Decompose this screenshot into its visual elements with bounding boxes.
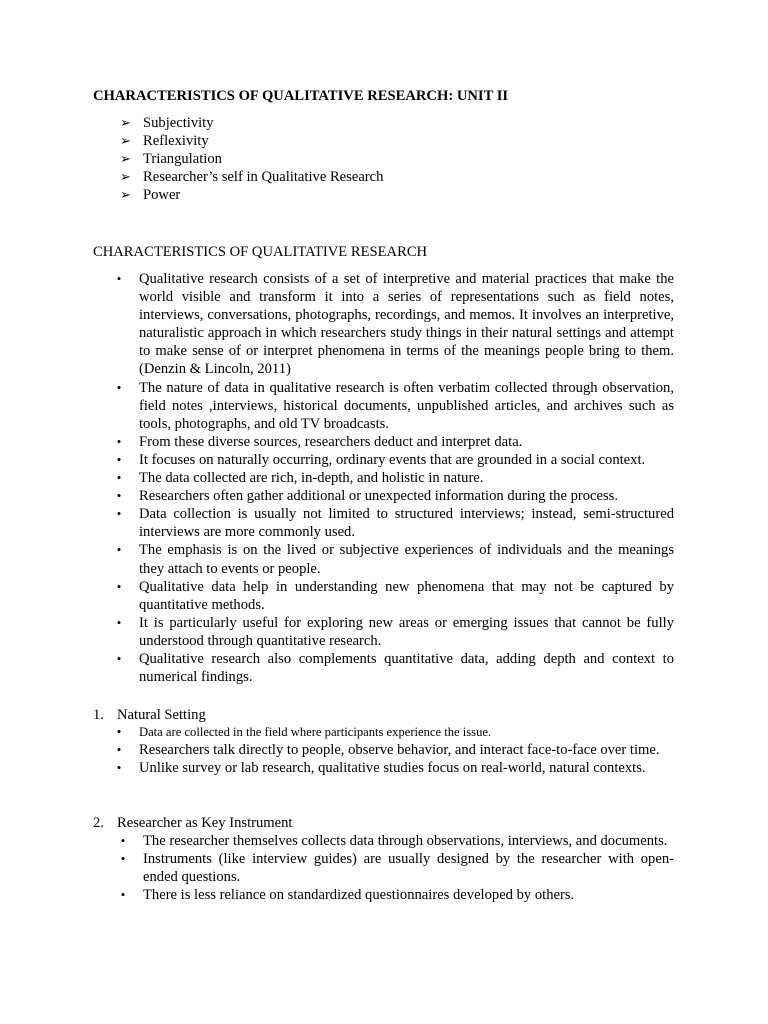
topic-item: ➢ Reflexivity bbox=[120, 133, 209, 150]
section-heading: CHARACTERISTICS OF QUALITATIVE RESEARCH bbox=[93, 244, 428, 260]
section-2-heading: 2. Researcher as Key Instrument bbox=[93, 815, 293, 831]
list-item: • Qualitative research consists of a set of interpretive and material practices that make the world visible and transform it into a series of representations such as field notes, interviews, conversations, photographs, recordings, and memos. It involves an interpretive, naturalistic approach in which researchers study things in their natural settings and attempt to make sense of or interpret phenomena in terms of the meanings people bring to them. (Denzin & Lincoln, 2011) bbox=[139, 270, 674, 379]
list-item: • There is less reliance on standardized questionnaires developed by others. bbox=[143, 886, 674, 904]
list-item: • Qualitative research also complements quantitative data, adding depth and context to numerical findings. bbox=[139, 650, 674, 686]
bullet-icon: • bbox=[116, 614, 122, 630]
bullet-icon: • bbox=[116, 542, 122, 558]
bullet-icon: • bbox=[116, 433, 122, 449]
list-item: • Qualitative data help in understanding new phenomena that may not be captured by quantitative methods. bbox=[139, 578, 674, 614]
list-item: • Data are collected in the field where participants experience the issue. bbox=[139, 723, 674, 741]
arrow-bullet-icon: ➢ bbox=[120, 133, 131, 149]
bullet-icon: • bbox=[116, 451, 122, 467]
bullet-icon: • bbox=[116, 742, 122, 758]
document-title: CHARACTERISTICS OF QUALITATIVE RESEARCH: UNIT II bbox=[93, 88, 509, 104]
bullet-icon: • bbox=[116, 506, 122, 522]
list-item: • The data collected are rich, in-depth, and holistic in nature. bbox=[139, 469, 674, 487]
list-item: • From these diverse sources, researchers deduct and interpret data. bbox=[139, 433, 674, 451]
unit-topics-list bbox=[120, 114, 383, 204]
key-instrument-list bbox=[120, 832, 674, 904]
list-item: • Unlike survey or lab research, qualitative studies focus on real-world, natural contexts. bbox=[139, 759, 674, 777]
list-item: • It focuses on naturally occurring, ordinary events that are grounded in a social context. bbox=[139, 451, 674, 469]
bullet-icon: • bbox=[120, 887, 126, 903]
arrow-bullet-icon: ➢ bbox=[120, 187, 131, 203]
list-item: • Researchers talk directly to people, observe behavior, and interact face-to-face over time. bbox=[139, 741, 674, 759]
topic-item: ➢ Power bbox=[120, 187, 181, 204]
bullet-icon: • bbox=[116, 650, 122, 666]
topic-item: ➢ Triangulation bbox=[120, 151, 222, 168]
list-item: • Instruments (like interview guides) are usually designed by the researcher with open-ended questions. bbox=[143, 850, 674, 886]
bullet-icon: • bbox=[116, 724, 122, 739]
bullet-icon: • bbox=[120, 851, 126, 867]
bullet-icon: • bbox=[116, 578, 122, 594]
topic-item: ➢ Researcher’s self in Qualitative Research bbox=[120, 169, 384, 186]
bullet-icon: • bbox=[120, 833, 126, 848]
characteristics-list bbox=[116, 270, 674, 686]
natural-setting-list bbox=[116, 723, 674, 777]
arrow-bullet-icon: ➢ bbox=[120, 151, 131, 167]
list-item: • Data collection is usually not limited to structured interviews; instead, semi-structured interviews are more commonly used. bbox=[139, 505, 674, 541]
section-1-heading: 1. Natural Setting bbox=[93, 707, 206, 723]
arrow-bullet-icon: ➢ bbox=[120, 169, 131, 185]
bullet-icon: • bbox=[116, 271, 122, 286]
bullet-icon: • bbox=[116, 379, 122, 395]
list-item: • Researchers often gather additional or unexpected information during the process. bbox=[139, 487, 674, 505]
bullet-icon: • bbox=[116, 470, 122, 486]
list-item: • It is particularly useful for exploring new areas or emerging issues that cannot be fully understood through quantitative research. bbox=[139, 614, 674, 650]
list-item: • The researcher themselves collects data through observations, interviews, and documents. bbox=[143, 832, 674, 850]
list-item: • The emphasis is on the lived or subjective experiences of individuals and the meanings they attach to events or people. bbox=[139, 541, 674, 577]
bullet-icon: • bbox=[116, 760, 122, 776]
arrow-bullet-icon: ➢ bbox=[120, 115, 131, 130]
list-item: • The nature of data in qualitative research is often verbatim collected through observation, field notes ,interviews, historical documents, unpublished articles, and archives such as tools, photographs, and old TV broadcasts. bbox=[139, 379, 674, 433]
bullet-icon: • bbox=[116, 488, 122, 504]
topic-item: ➢ Subjectivity bbox=[120, 115, 214, 131]
